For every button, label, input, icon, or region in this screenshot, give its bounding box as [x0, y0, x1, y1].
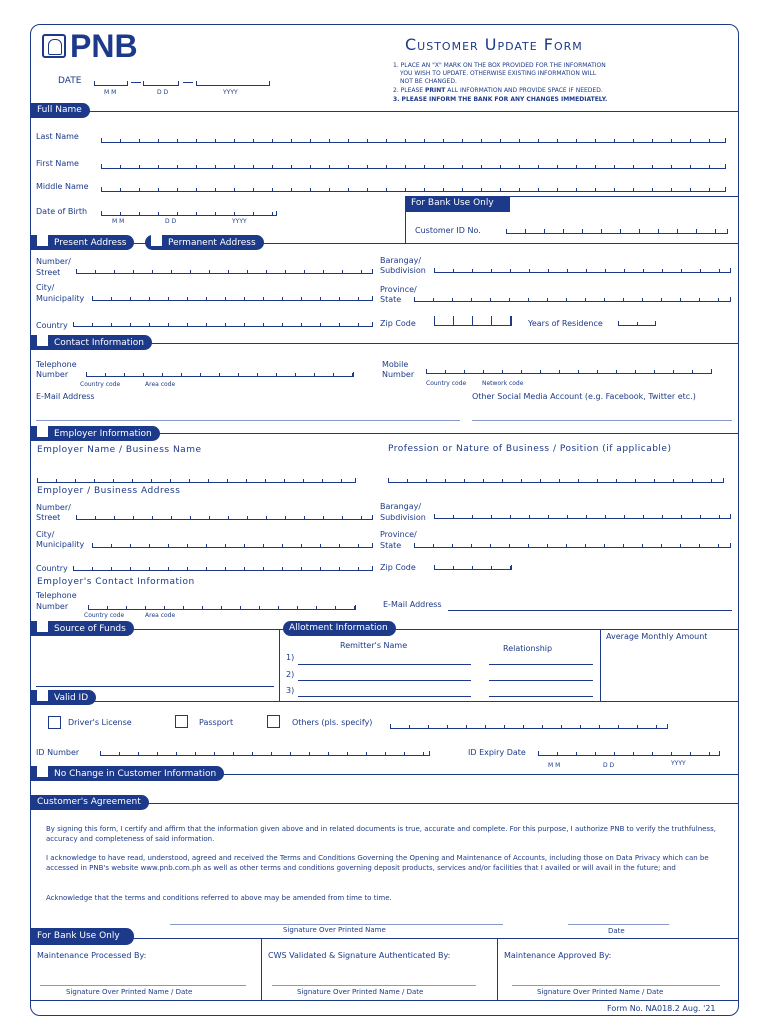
- section-present-address[interactable]: Present Address: [31, 235, 134, 250]
- city-label: City/: [36, 283, 55, 292]
- first-name-label: First Name: [36, 159, 79, 168]
- dob-label: Date of Birth: [36, 207, 88, 216]
- signature-caption: Signature Over Printed Name: [283, 926, 386, 934]
- validated-by-label: CWS Validated & Signature Authenticated By:: [268, 951, 451, 960]
- emp-state-field[interactable]: [414, 543, 731, 548]
- agreement-paragraph-2: I acknowledge to have read, understood, agreed and received the Terms and Conditions Governing the Opening and Maintenance of Accounts, including those on Data Privacy which can be accessed in PNB's website www.pnb.com.ph as well as other terms and conditions governing deposit products, services and/or facilities that I availed or will avail in the future; and: [46, 854, 709, 872]
- pnb-logo-icon: [42, 34, 66, 58]
- country-field[interactable]: [73, 322, 373, 327]
- emp-municipality-field[interactable]: [92, 543, 373, 548]
- customer-signature-field[interactable]: [170, 924, 503, 925]
- emp-municipality-label: Municipality: [36, 540, 85, 549]
- processed-by-label: Maintenance Processed By:: [37, 951, 147, 960]
- country-label: Country: [36, 321, 68, 330]
- customer-id-label: Customer ID No.: [415, 226, 481, 235]
- emp-city-label: City/: [36, 530, 55, 539]
- section-full-name: Full Name: [31, 103, 90, 118]
- mobile-label: Mobile: [382, 360, 409, 369]
- middle-name-field[interactable]: [101, 187, 726, 192]
- expiry-yyyy-hint: YYYY: [671, 760, 686, 767]
- id-expiry-field[interactable]: [538, 751, 720, 756]
- emp-contact-label: Employer's Contact Information: [37, 577, 195, 587]
- section-agreement: Customer's Agreement: [31, 795, 149, 810]
- employer-checkbox[interactable]: [37, 426, 48, 437]
- section-no-change[interactable]: No Change in Customer Information: [31, 766, 224, 781]
- emp-area-code-hint: Area code: [145, 612, 176, 619]
- avg-amount-label: Average Monthly Amount: [606, 632, 708, 641]
- remitter-1-field[interactable]: [298, 664, 471, 665]
- last-name-field[interactable]: [101, 138, 726, 143]
- drivers-license-checkbox[interactable]: [48, 716, 61, 729]
- employer-name-field[interactable]: [37, 478, 356, 483]
- emp-province-label: Province/: [380, 530, 417, 539]
- source-funds-field[interactable]: [36, 686, 274, 687]
- emp-email-label: E-Mail Address: [383, 600, 442, 609]
- section-permanent-address[interactable]: Permanent Address: [145, 235, 264, 250]
- mobile-network-code-hint: Network code: [482, 380, 524, 387]
- remitter-label: Remitter's Name: [340, 641, 408, 650]
- years-residence-field[interactable]: [618, 321, 656, 326]
- dob-field[interactable]: [101, 211, 277, 216]
- section-valid-id[interactable]: Valid ID: [31, 690, 96, 705]
- remitter-2-field[interactable]: [298, 680, 471, 681]
- emp-zip-label: Zip Code: [380, 563, 416, 572]
- present-address-checkbox[interactable]: [37, 235, 48, 246]
- first-name-field[interactable]: [101, 164, 726, 169]
- permanent-address-checkbox[interactable]: [151, 235, 162, 246]
- instruction-3: 3. PLEASE INFORM THE BANK FOR ANY CHANGES IMMEDIATELY.: [393, 96, 608, 103]
- state-field[interactable]: [414, 297, 731, 302]
- date-mm-field[interactable]: [94, 81, 128, 86]
- telephone-label: Telephone: [36, 360, 77, 369]
- municipality-field[interactable]: [92, 296, 373, 301]
- subdivision-field[interactable]: [434, 268, 731, 273]
- id-number-label: ID Number: [36, 748, 80, 757]
- municipality-label: Municipality: [36, 294, 85, 303]
- instruction-1a: 1. PLACE AN "X" MARK ON THE BOX PROVIDED FOR THE INFORMATION: [393, 62, 606, 69]
- drivers-license-label: Driver's License: [68, 718, 132, 727]
- date-yyyy-hint: YYYY: [223, 89, 238, 96]
- date-caption: Date: [608, 927, 625, 935]
- barangay-label: Barangay/: [380, 256, 422, 265]
- address-number-label: Number/: [36, 257, 71, 266]
- agreement-paragraph-1: By signing this form, I certify and affirm that the information given above and in related documents is true, accurate and complete. For this purpose, I authorize PNB to verify the truthfulness, accuracy and completeness of said information.: [46, 825, 716, 843]
- others-checkbox[interactable]: [267, 715, 280, 728]
- passport-label: Passport: [199, 718, 234, 727]
- approved-by-label: Maintenance Approved By:: [504, 951, 612, 960]
- others-specify-field[interactable]: [390, 724, 668, 729]
- emp-zip-field[interactable]: [434, 565, 512, 570]
- emp-telephone-label: Telephone: [36, 591, 77, 600]
- section-employer[interactable]: Employer Information: [31, 426, 160, 441]
- expiry-mm-hint: M M: [548, 762, 561, 769]
- processed-sig-caption: Signature Over Printed Name / Date: [66, 988, 193, 996]
- instruction-1c: NOT BE CHANGED.: [400, 78, 457, 85]
- emp-country-code-hint: Country code: [84, 612, 125, 619]
- expiry-dd-hint: D D: [603, 762, 615, 769]
- remitter-2-label: 2): [286, 670, 295, 679]
- years-residence-label: Years of Residence: [528, 319, 603, 328]
- dob-mm-hint: M M: [112, 218, 125, 225]
- zip-label: Zip Code: [380, 319, 416, 328]
- emp-street-label: Street: [36, 513, 61, 522]
- dob-yyyy-hint: YYYY: [232, 218, 247, 225]
- section-allotment: Allotment Information: [283, 621, 396, 636]
- employer-address-label: Employer / Business Address: [37, 486, 181, 496]
- form-title: Customer Update Form: [405, 35, 583, 54]
- relationship-1-field[interactable]: [489, 664, 593, 665]
- emp-country-field[interactable]: [73, 566, 373, 571]
- email-label: E-Mail Address: [36, 392, 95, 401]
- customer-date-field[interactable]: [568, 924, 669, 925]
- middle-name-label: Middle Name: [36, 182, 89, 191]
- section-source-funds[interactable]: Source of Funds: [31, 621, 134, 636]
- approved-sig-caption: Signature Over Printed Name / Date: [537, 988, 664, 996]
- emp-barangay-label: Barangay/: [380, 502, 422, 511]
- relationship-3-field[interactable]: [489, 696, 593, 697]
- last-name-label: Last Name: [36, 132, 79, 141]
- tel-area-code-hint: Area code: [145, 381, 176, 388]
- valid-id-checkbox[interactable]: [37, 690, 48, 701]
- date-mm-hint: M M: [104, 89, 117, 96]
- remitter-3-label: 3): [286, 686, 295, 695]
- relationship-2-field[interactable]: [489, 680, 593, 681]
- state-label: State: [380, 295, 402, 304]
- dob-dd-hint: D D: [165, 218, 177, 225]
- emp-country-label: Country: [36, 564, 68, 573]
- validated-signature-field[interactable]: [272, 985, 476, 986]
- bank-use-label: For Bank Use Only: [411, 198, 494, 208]
- remitter-1-label: 1): [286, 653, 295, 662]
- date-dd-hint: D D: [157, 89, 169, 96]
- subdivision-label: Subdivision: [380, 266, 426, 275]
- date-yyyy-field[interactable]: [196, 81, 270, 86]
- employer-name-label: Employer Name / Business Name: [37, 445, 202, 455]
- relationship-label: Relationship: [503, 644, 553, 653]
- instruction-1b: YOU WISH TO UPDATE. OTHERWISE EXISTING INFORMATION WILL: [400, 70, 597, 77]
- zip-field[interactable]: [434, 316, 512, 326]
- telephone-number-label: Number: [36, 370, 69, 379]
- date-label: DATE: [58, 76, 82, 86]
- emp-subdivision-label: Subdivision: [380, 513, 426, 522]
- approved-signature-field[interactable]: [512, 985, 720, 986]
- id-number-field[interactable]: [100, 751, 430, 756]
- email-field[interactable]: [36, 420, 460, 421]
- telephone-field[interactable]: [86, 372, 354, 377]
- validated-sig-caption: Signature Over Printed Name / Date: [297, 988, 424, 996]
- emp-street-field[interactable]: [76, 515, 373, 520]
- emp-subdivision-field[interactable]: [434, 514, 731, 519]
- address-street-field[interactable]: [76, 269, 373, 274]
- emp-number-label: Number/: [36, 503, 71, 512]
- mobile-field[interactable]: [426, 369, 712, 374]
- emp-email-field[interactable]: [448, 610, 732, 611]
- social-media-label: Other Social Media Account (e.g. Facebook, Twitter etc.): [472, 392, 696, 401]
- date-dd-field[interactable]: [143, 81, 179, 86]
- tel-country-code-hint: Country code: [80, 381, 121, 388]
- profession-label: Profession or Nature of Business / Position (if applicable): [388, 444, 672, 454]
- others-label: Others (pls. specify): [292, 718, 373, 727]
- instruction-2: 2. PLEASE PRINT ALL INFORMATION AND PROVIDE SPACE IF NEEDED.: [393, 87, 603, 94]
- brand-name: PNB: [70, 28, 138, 64]
- social-media-field[interactable]: [472, 420, 732, 421]
- emp-telephone-field[interactable]: [88, 605, 356, 610]
- source-funds-checkbox[interactable]: [37, 621, 48, 632]
- emp-state-label: State: [380, 541, 402, 550]
- contact-checkbox[interactable]: [37, 335, 48, 346]
- profession-field[interactable]: [388, 478, 724, 483]
- passport-checkbox[interactable]: [175, 715, 188, 728]
- province-label: Province/: [380, 285, 417, 294]
- no-change-checkbox[interactable]: [37, 766, 48, 777]
- agreement-paragraph-3: Acknowledge that the terms and conditions referred to above may be amended from time to time.: [46, 894, 392, 902]
- processed-signature-field[interactable]: [40, 985, 246, 986]
- customer-id-field[interactable]: [506, 229, 728, 234]
- mobile-number-label: Number: [382, 370, 415, 379]
- section-bank-use: For Bank Use Only: [31, 928, 134, 945]
- remitter-3-field[interactable]: [298, 696, 471, 697]
- emp-tel-number-label: Number: [36, 602, 69, 611]
- section-contact[interactable]: Contact Information: [31, 335, 152, 350]
- id-expiry-label: ID Expiry Date: [468, 748, 526, 757]
- mobile-country-code-hint: Country code: [426, 380, 467, 387]
- address-street-label: Street: [36, 268, 61, 277]
- form-number: Form No. NA018.2 Aug. '21: [607, 1004, 716, 1013]
